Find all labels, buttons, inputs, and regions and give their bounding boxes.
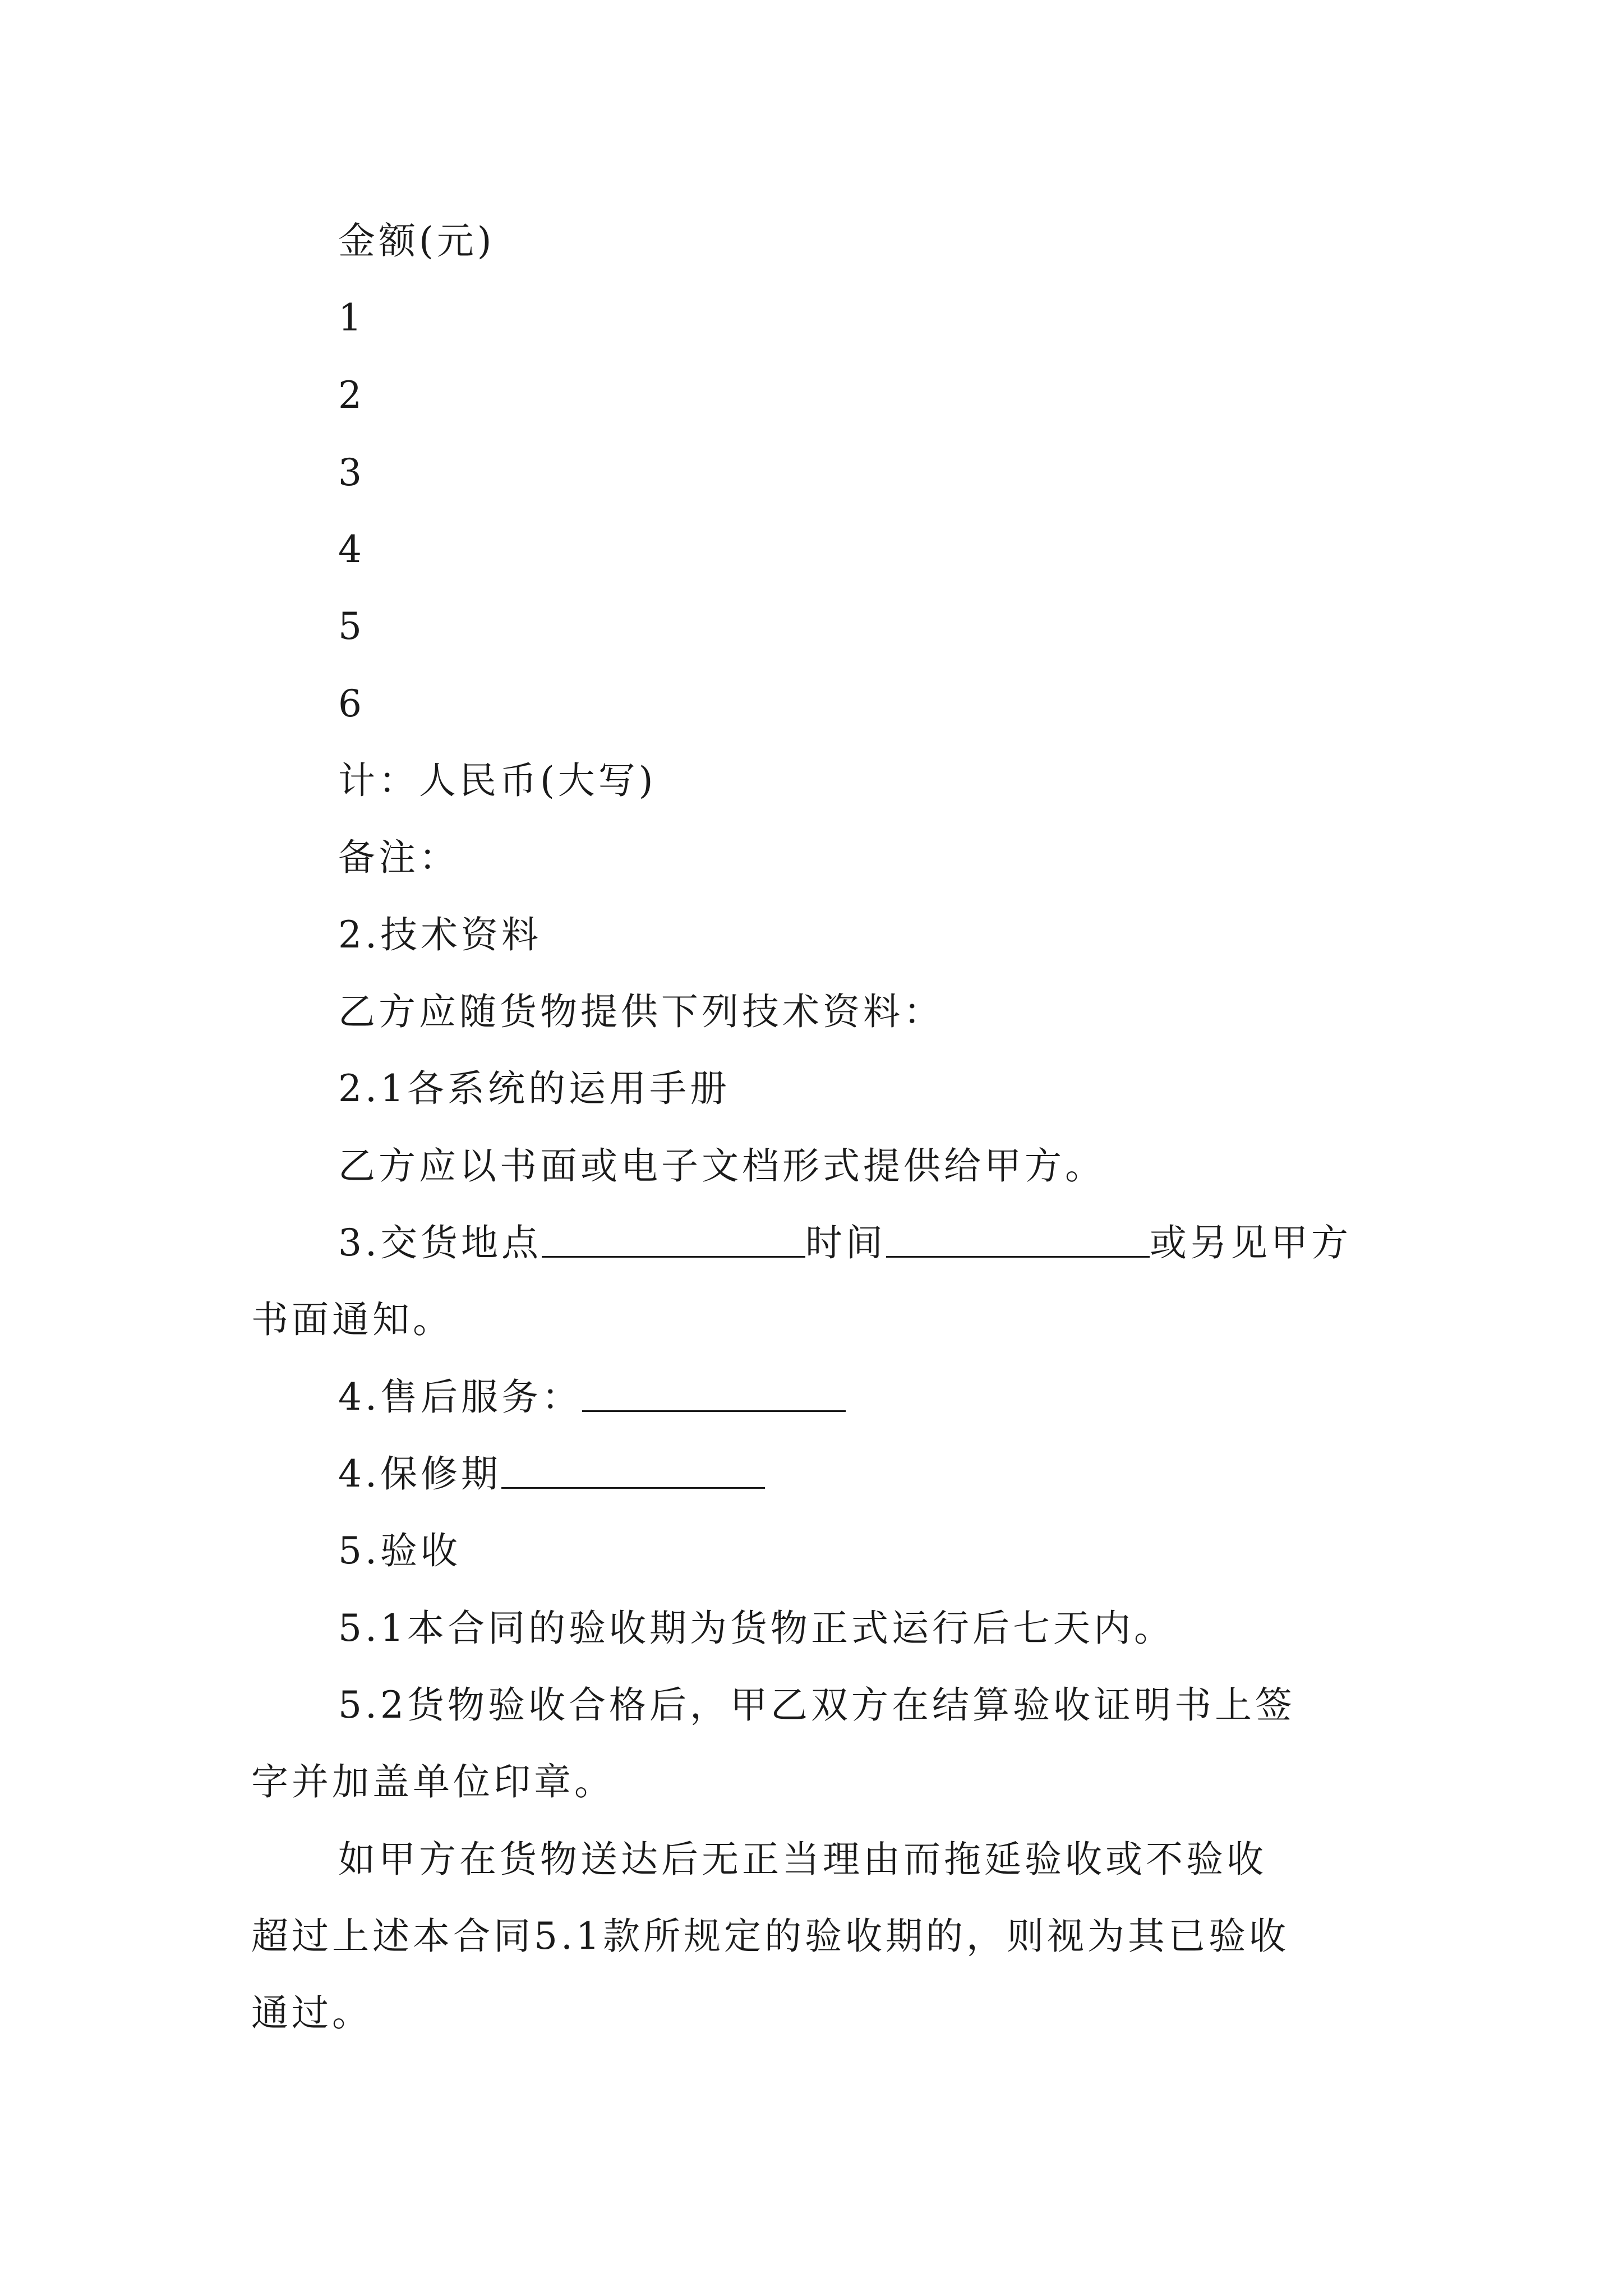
section-5-2-line-2: 字并加盖单位印章。 bbox=[251, 1760, 615, 1803]
section-5-2-line-1: 5.2货物验收合格后，甲乙双方在结算验收证明书上签 bbox=[338, 1683, 1295, 1727]
amount-column-header: 金额(元) bbox=[338, 219, 495, 263]
warranty-blank bbox=[501, 1443, 765, 1489]
after-sales-label: 4.售后服务： bbox=[338, 1375, 582, 1419]
section-3-line-1 bbox=[338, 1212, 1352, 1274]
section-5-para-line-2: 超过上述本合同5.1款所规定的验收期的，则视为其已验收 bbox=[251, 1915, 1289, 1958]
total-rmb-label: 计：人民币(大写) bbox=[338, 759, 657, 802]
row-number-5: 5 bbox=[338, 605, 365, 648]
after-sales-blank bbox=[582, 1366, 846, 1412]
section-5-1: 5.1本合同的验收期为货物正式运行后七天内。 bbox=[338, 1607, 1174, 1650]
delivery-time-blank bbox=[886, 1212, 1150, 1258]
section-3-line-2: 书面通知。 bbox=[251, 1298, 453, 1341]
row-number-2: 2 bbox=[338, 374, 365, 417]
delivery-place-label: 3.交货地点 bbox=[338, 1221, 542, 1264]
section-2-title: 2.技术资料 bbox=[338, 913, 542, 956]
section-5-title: 5.验收 bbox=[338, 1529, 461, 1572]
section-2-intro: 乙方应随货物提供下列技术资料： bbox=[338, 990, 944, 1033]
delivery-time-label: 时间 bbox=[805, 1221, 886, 1264]
section-5-para-line-3: 通过。 bbox=[251, 1991, 372, 2035]
warranty-label: 4.保修期 bbox=[338, 1452, 501, 1496]
delivery-place-blank bbox=[542, 1212, 805, 1258]
section-2-1-body: 乙方应以书面或电子文档形式提供给甲方。 bbox=[338, 1144, 1105, 1188]
section-5-para-line-1: 如甲方在货物送达后无正当理由而拖延验收或不验收 bbox=[338, 1838, 1267, 1881]
section-2-1-title: 2.1各系统的运用手册 bbox=[338, 1067, 730, 1110]
row-number-4: 4 bbox=[338, 528, 365, 571]
row-number-6: 6 bbox=[338, 682, 365, 725]
row-number-1: 1 bbox=[338, 296, 365, 339]
section-4-service bbox=[338, 1366, 846, 1428]
section-4-warranty bbox=[338, 1443, 765, 1505]
row-number-3: 3 bbox=[338, 451, 365, 494]
delivery-notice-suffix: 或另见甲方 bbox=[1149, 1221, 1352, 1264]
remarks-label: 备注： bbox=[338, 836, 459, 879]
